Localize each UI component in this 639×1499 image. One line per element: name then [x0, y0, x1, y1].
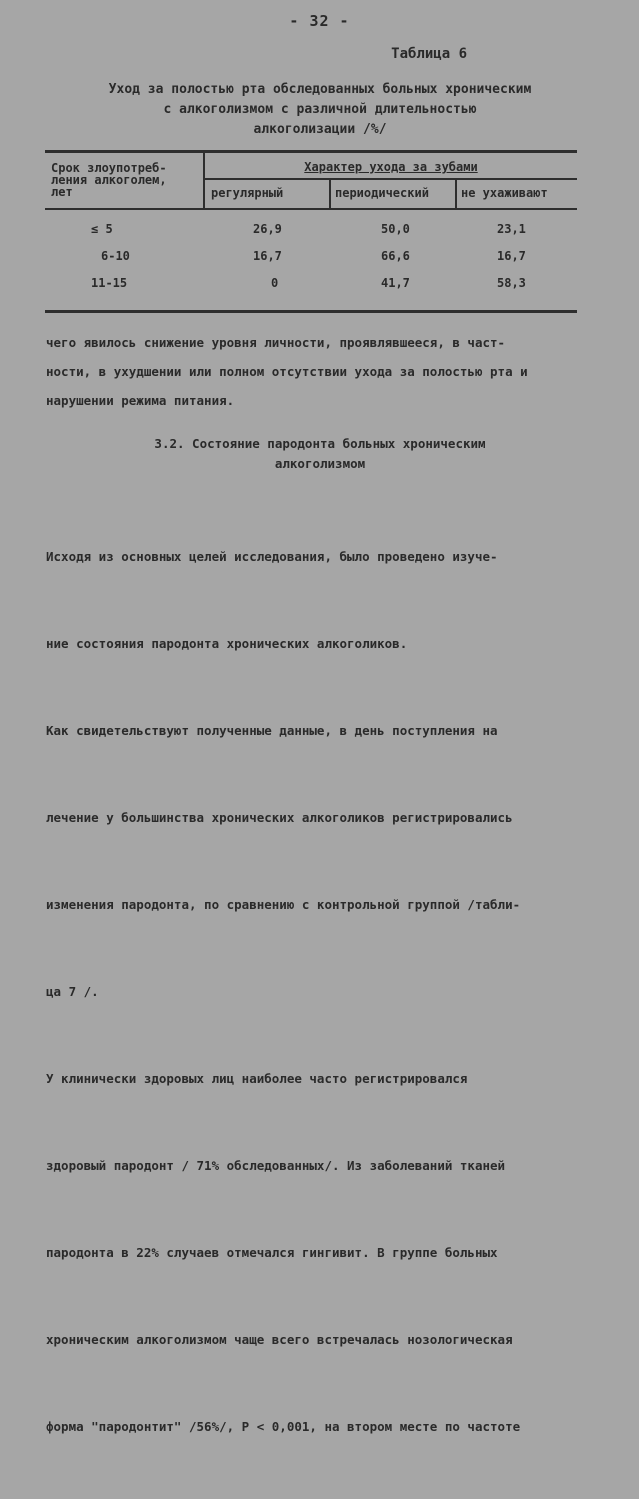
header-group: Характер ухода за зубами [304, 160, 478, 174]
row-term: 6-10 [101, 249, 130, 263]
text-line: Как свидетельствуют полученные данные, в день поступления на [46, 723, 498, 738]
table-bottom-rule [45, 310, 577, 313]
text-line: У клинически здоровых лиц наиболее часто регистрировался [46, 1071, 468, 1086]
cell-value: 41,7 [381, 276, 410, 290]
header-term-line: лет [51, 185, 73, 199]
row-term: 11-15 [91, 276, 128, 290]
cell-value: 16,7 [253, 249, 282, 263]
cell-value: 0 [271, 276, 279, 290]
table-group-rule [205, 178, 577, 180]
text-line: изменения пародонта, по сравнению с контрольной группой /табли- [46, 897, 521, 912]
paragraph-body [46, 484, 594, 1499]
table-title-line: алкоголизации /%/ [253, 122, 387, 137]
subheader-none: не ухаживают [461, 186, 548, 200]
cell-value: 16,7 [497, 249, 526, 263]
text-line: форма "пародонтит" /56%/, Р < 0,001, на втором месте по частоте [46, 1419, 521, 1434]
paragraph-continuation [46, 328, 594, 415]
text-line: лечение у большинства хронических алкоголиков регистрировались [46, 810, 513, 825]
table-title [60, 80, 580, 140]
text-line: ности, в ухудшении или полном отсутствии ухода за полостью рта и [46, 364, 528, 379]
text-line: чего явилось снижение уровня личности, проявлявшееся, в част- [46, 335, 506, 350]
text-line: пародонта в 22% случаев отмечался гингивит. В группе больных [46, 1245, 498, 1260]
text-line: здоровый пародонт / 71% обследованных/. Из заболеваний тканей [46, 1158, 506, 1173]
text-line: хроническим алкоголизмом чаще всего встречалась нозологическая [46, 1332, 513, 1347]
table-top-rule [45, 150, 577, 153]
section-heading-line: алкоголизмом [274, 456, 366, 471]
page-number: - 32 - [289, 12, 350, 30]
subheader-regular: регулярный [211, 186, 284, 200]
section-heading-line: 3.2. Состояние пародонта больных хроническим [154, 436, 486, 451]
data-table [45, 150, 577, 316]
section-heading [60, 434, 580, 474]
table-header-rule [45, 208, 577, 210]
text-line: Исходя из основных целей исследования, было проведено изуче- [46, 549, 498, 564]
cell-value: 23,1 [497, 222, 526, 236]
cell-value: 26,9 [253, 222, 282, 236]
table-caption: Таблица 6 [391, 46, 467, 62]
row-term: ≤ 5 [91, 222, 113, 236]
text-line: ца 7 /. [46, 984, 99, 999]
cell-value: 58,3 [497, 276, 526, 290]
cell-value: 50,0 [381, 222, 410, 236]
table-col-divider [329, 180, 331, 208]
header-term-line: ления алкоголем, [51, 173, 167, 187]
table-title-line: Уход за полостью рта обследованных больных хроническим [108, 82, 532, 97]
cell-value: 66,6 [381, 249, 410, 263]
header-term [51, 162, 201, 198]
header-term-line: Срок злоупотреб- [51, 161, 167, 175]
text-line: ние состояния пародонта хронических алкоголиков. [46, 636, 408, 651]
table-title-line: с алкоголизмом с различной длительностью [163, 102, 477, 117]
subheader-periodic: периодический [335, 186, 429, 200]
table-col-divider [455, 180, 457, 208]
text-line: нарушении режима питания. [46, 393, 235, 408]
